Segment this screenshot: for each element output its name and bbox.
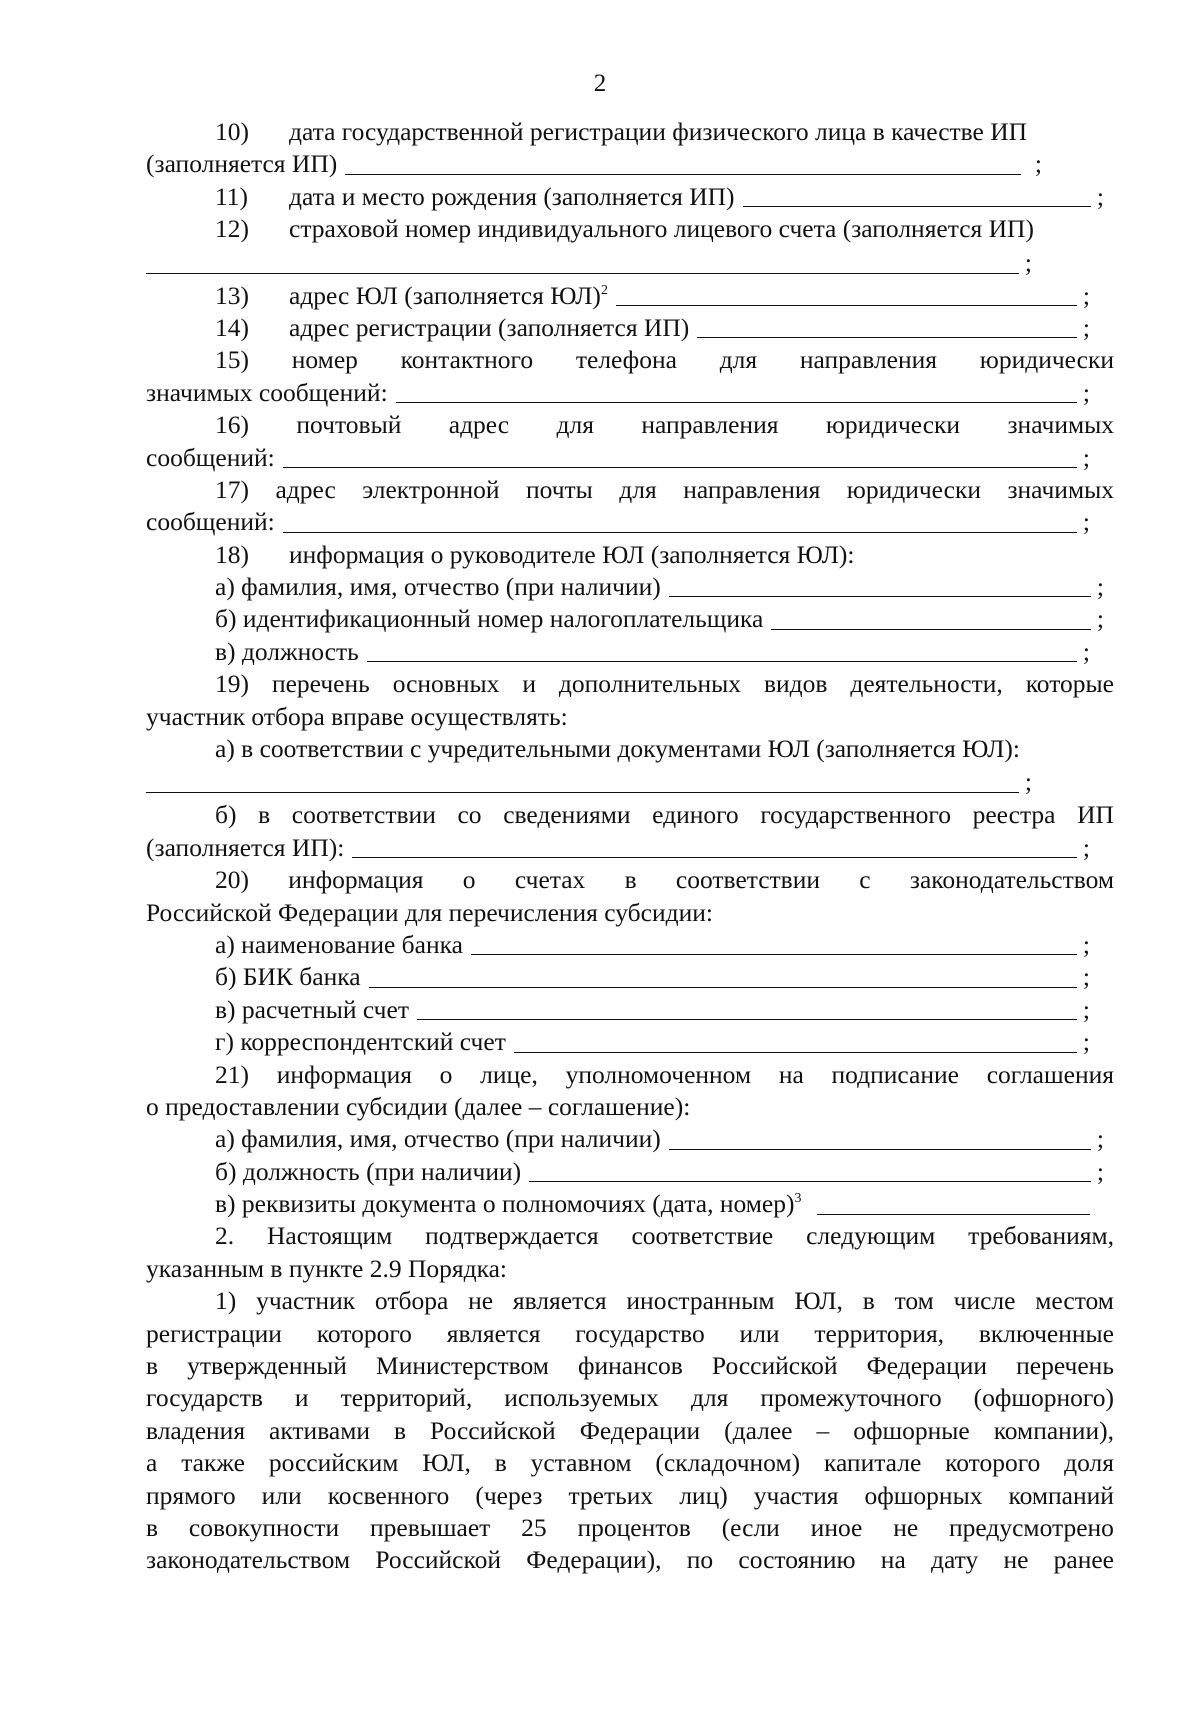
word: реестра — [972, 800, 1056, 830]
word: (если — [721, 1513, 780, 1542]
word: направления — [683, 474, 821, 504]
item-number: 12) — [215, 214, 249, 244]
item-20-cont — [146, 897, 1114, 929]
word: (офшорного) — [973, 1383, 1114, 1413]
word: местом — [1035, 1286, 1114, 1316]
item-number: 16) — [215, 410, 249, 440]
item-number: 17) — [215, 474, 249, 504]
word: офшорных — [864, 1480, 983, 1510]
word: иностранным — [626, 1286, 775, 1316]
fill-blank[interactable] — [369, 965, 1077, 988]
word: в — [494, 1448, 507, 1478]
word: юридически — [846, 474, 981, 504]
word: Российской — [711, 1351, 838, 1381]
requirement-1-line — [146, 1512, 1114, 1544]
word: дату — [931, 1545, 979, 1575]
word: компаний — [1008, 1480, 1114, 1510]
word: 25 — [521, 1513, 547, 1542]
semicolon: ; — [1024, 767, 1032, 797]
word: значимых — [1007, 474, 1114, 504]
item-text-cont: сообщений: — [146, 442, 275, 472]
sub-item-text: в) расчетный счет — [215, 994, 409, 1024]
word: уставном — [530, 1448, 632, 1478]
word: сведениями — [503, 800, 631, 830]
word: для — [556, 410, 594, 440]
word: лице, — [480, 1059, 538, 1089]
word: в — [146, 1513, 159, 1542]
word: ранее — [1053, 1545, 1114, 1575]
item-19b-field — [146, 832, 1114, 864]
requirement-1-line — [146, 1447, 1114, 1479]
word: государство — [575, 1318, 705, 1348]
word: доля — [1064, 1448, 1114, 1478]
word: контактного — [400, 345, 534, 375]
sub-item-text: а) фамилия, имя, отчество (при наличии) — [215, 1124, 661, 1154]
word: о — [462, 865, 476, 895]
fill-blank[interactable] — [771, 607, 1091, 630]
item-number: 11) — [215, 181, 249, 211]
word: также — [181, 1448, 245, 1478]
item-21a — [146, 1123, 1114, 1155]
word: не — [468, 1286, 494, 1316]
word: деятельности, — [850, 669, 1003, 699]
semicolon: ; — [1082, 442, 1090, 472]
item-13 — [146, 280, 1114, 312]
item-12-field — [146, 246, 1114, 280]
word: третьих — [568, 1480, 654, 1510]
word: законодательством — [146, 1545, 351, 1575]
word: информация — [276, 1059, 412, 1089]
word: используемых — [504, 1383, 659, 1413]
semicolon: ; — [1024, 247, 1032, 277]
word: – — [816, 1415, 830, 1445]
item-18 — [146, 539, 1114, 571]
word: для — [719, 345, 758, 375]
item-text: дата и место рождения (заполняется ИП) — [289, 181, 735, 211]
word: ЮЛ, — [422, 1448, 471, 1478]
item-17-field — [146, 506, 1114, 538]
item-text-cont: (заполняется ИП) — [146, 149, 338, 179]
word: которые — [1025, 669, 1114, 699]
semicolon: ; — [1096, 1124, 1104, 1154]
word: или — [261, 1480, 302, 1510]
word: адрес — [448, 410, 510, 440]
word: юридически — [825, 410, 961, 440]
fill-blank[interactable] — [669, 574, 1091, 597]
footnote-marker: 3 — [794, 1191, 802, 1207]
word: совокупности — [188, 1513, 340, 1542]
word: единого — [652, 800, 739, 830]
word: том — [894, 1286, 934, 1316]
word: Российской — [375, 1545, 501, 1575]
fill-blank[interactable] — [743, 184, 1091, 207]
requirement-1-paragraph — [146, 1285, 1114, 1577]
word: подтверждается — [425, 1221, 599, 1251]
word: со — [457, 800, 482, 830]
word: финансов — [577, 1351, 683, 1381]
item-text-cont: о предоставлении субсидии (далее – соглашение): — [146, 1091, 691, 1121]
word: является — [512, 1286, 607, 1316]
page-number: 2 — [593, 70, 607, 97]
word: (через — [475, 1480, 543, 1510]
item-text: информация о руководителе ЮЛ (заполняется ЮЛ): — [289, 539, 855, 569]
word: уполномоченном — [565, 1059, 752, 1089]
word: перечень — [271, 669, 370, 699]
word: информация — [288, 865, 424, 895]
word: капитале — [823, 1448, 922, 1478]
item-19a — [146, 733, 1114, 765]
item-21 — [146, 1059, 1114, 1091]
fill-blank[interactable] — [345, 152, 1021, 175]
item-21b — [146, 1156, 1114, 1188]
item-10-field — [146, 148, 1114, 180]
word: участник — [256, 1286, 356, 1316]
fill-blank[interactable] — [367, 639, 1077, 662]
sub-item-label: в) реквизиты документа о полномочиях (дата, номер) — [215, 1189, 795, 1219]
word: ИП — [1077, 800, 1114, 830]
word: номер — [291, 345, 358, 375]
word: отбора — [374, 1286, 449, 1316]
item-text: страховой номер индивидуального лицевого счета (заполняется ИП) — [289, 214, 1034, 244]
item-15 — [146, 344, 1114, 376]
item-number: 10) — [215, 116, 249, 146]
item-text-cont: (заполняется ИП): — [146, 832, 345, 862]
fill-blank[interactable] — [669, 1127, 1091, 1150]
word: юридически — [979, 345, 1114, 375]
requirement-1-line — [146, 1350, 1114, 1382]
item-text — [289, 280, 608, 312]
sub-item-text: а) наименование банка — [215, 929, 463, 959]
semicolon: ; — [1096, 1156, 1104, 1186]
word: которого — [945, 1448, 1041, 1478]
word: активами — [269, 1415, 371, 1445]
item-text: дата государственной регистрации физического лица в качестве ИП — [289, 116, 1028, 146]
semicolon: ; — [1082, 832, 1090, 862]
word: лиц) — [679, 1480, 728, 1510]
word: в — [862, 1286, 875, 1316]
item-10 — [146, 116, 1114, 148]
item-number: 21) — [215, 1059, 249, 1089]
requirement-1-line — [146, 1544, 1114, 1576]
word: включенные — [978, 1318, 1114, 1348]
word: промежуточного — [760, 1383, 942, 1413]
sub-item-text: а) фамилия, имя, отчество (при наличии) — [215, 572, 661, 602]
word: иное — [810, 1513, 863, 1542]
item-number: 13) — [215, 280, 249, 310]
word: территория, — [814, 1318, 945, 1348]
word: Министерством — [376, 1351, 549, 1381]
word: или — [739, 1318, 780, 1348]
semicolon: ; — [1096, 572, 1104, 602]
fill-blank[interactable] — [529, 1159, 1091, 1182]
word: о — [439, 1059, 453, 1089]
item-20a — [146, 929, 1114, 961]
sub-item-text: а) в соответствии с учредительными документами ЮЛ (заполняется ЮЛ): — [215, 734, 1020, 764]
fill-blank[interactable] — [514, 1030, 1077, 1053]
item-21c — [146, 1188, 1114, 1220]
word: требованиям, — [968, 1221, 1114, 1251]
word: Российской — [430, 1415, 556, 1445]
word: соответствии — [675, 865, 821, 895]
word: направления — [799, 345, 938, 375]
item-number: 14) — [215, 312, 249, 342]
word: счетах — [514, 865, 586, 895]
item-text-label: адрес ЮЛ (заполняется ЮЛ) — [289, 280, 601, 310]
document-body — [146, 116, 1114, 1577]
requirement-1-line — [146, 1318, 1114, 1350]
word: по — [686, 1545, 714, 1575]
fill-blank[interactable] — [396, 380, 1077, 403]
word: значимых — [1007, 410, 1114, 440]
word: в — [394, 1415, 407, 1445]
fill-blank[interactable] — [471, 932, 1077, 955]
word: и — [522, 669, 536, 699]
semicolon: ; — [1082, 312, 1090, 342]
fill-blank[interactable] — [697, 315, 1077, 338]
word: в — [624, 865, 637, 895]
requirement-1-line — [146, 1415, 1114, 1447]
word: предусмотрено — [949, 1513, 1114, 1542]
requirement-1-line — [146, 1480, 1114, 1512]
word: владения — [146, 1415, 246, 1445]
item-text-cont: участник отбора вправе осуществлять: — [146, 701, 568, 731]
word: российским — [268, 1448, 399, 1478]
word: не — [893, 1513, 919, 1542]
word: утвержденный — [187, 1351, 347, 1381]
semicolon: ; — [1096, 604, 1104, 634]
item-18c — [146, 636, 1114, 668]
word: 1) — [215, 1286, 237, 1316]
fill-blank[interactable] — [146, 770, 1019, 793]
word: (далее — [724, 1415, 793, 1445]
item-12 — [146, 213, 1114, 245]
section-2 — [146, 1221, 1114, 1253]
word: которого — [316, 1318, 412, 1348]
semicolon: ; — [1082, 962, 1090, 992]
item-number: 19) — [215, 669, 249, 699]
word: косвенного — [327, 1480, 450, 1510]
fill-blank[interactable] — [352, 835, 1077, 858]
word: адрес — [275, 474, 336, 504]
word: телефона — [575, 345, 677, 375]
section-text-cont: указанным в пункте 2.9 Порядка: — [146, 1253, 508, 1283]
word: на — [880, 1545, 906, 1575]
word: в — [258, 800, 271, 830]
semicolon: ; — [1096, 181, 1104, 211]
word: является — [446, 1318, 541, 1348]
word: для — [690, 1383, 729, 1413]
section-2-cont — [146, 1253, 1114, 1285]
item-18b — [146, 603, 1114, 635]
word: не — [1003, 1545, 1029, 1575]
word: основных — [392, 669, 500, 699]
fill-blank[interactable] — [616, 283, 1077, 306]
word: процентов — [577, 1513, 691, 1542]
sub-item-text: б) БИК банка — [215, 962, 361, 992]
word: направления — [641, 410, 779, 440]
item-text: адрес регистрации (заполняется ИП) — [289, 312, 690, 342]
item-14 — [146, 312, 1114, 344]
semicolon: ; — [1082, 377, 1090, 407]
word: государств — [146, 1383, 263, 1413]
item-19 — [146, 668, 1114, 700]
item-19a-field — [146, 765, 1114, 799]
word: 2. — [215, 1221, 235, 1251]
sub-item-text: в) должность — [215, 636, 359, 666]
word: Федерации), — [526, 1545, 662, 1575]
word: подписание — [831, 1059, 959, 1089]
word: и — [294, 1383, 309, 1413]
fill-blank[interactable] — [283, 510, 1077, 533]
item-number: 20) — [215, 865, 249, 895]
word: почты — [525, 474, 593, 504]
sub-item-text — [215, 1188, 801, 1220]
semicolon: ; — [1082, 636, 1090, 666]
word: числе — [953, 1286, 1016, 1316]
item-16-field — [146, 442, 1114, 474]
item-21-cont — [146, 1091, 1114, 1123]
fill-blank[interactable] — [283, 445, 1077, 468]
word: территорий, — [340, 1383, 473, 1413]
word: прямого — [146, 1480, 236, 1510]
word: б) — [215, 800, 237, 830]
word: следующим — [806, 1221, 936, 1251]
word: видов — [764, 669, 828, 699]
semicolon: ; — [1082, 507, 1090, 537]
item-15-field — [146, 377, 1114, 409]
item-20b — [146, 961, 1114, 993]
word: электронной — [362, 474, 500, 504]
item-text-cont: Российской Федерации для перечисления субсидии: — [146, 897, 713, 927]
word: на — [778, 1059, 804, 1089]
word: Федерации — [866, 1351, 988, 1381]
item-20 — [146, 864, 1114, 896]
requirement-1-line — [146, 1382, 1114, 1414]
requirement-1-line — [146, 1285, 1114, 1317]
item-16 — [146, 409, 1114, 441]
semicolon: ; — [1082, 994, 1090, 1024]
word: регистрации — [146, 1318, 282, 1348]
sub-item-text: б) должность (при наличии) — [215, 1156, 522, 1186]
word: превышает — [369, 1513, 491, 1542]
semicolon: ; — [1082, 929, 1090, 959]
word: офшорные — [853, 1415, 970, 1445]
word: соглашения — [986, 1059, 1114, 1089]
fill-blank[interactable] — [417, 997, 1077, 1020]
word: законодательством — [909, 865, 1114, 895]
word: в — [146, 1351, 159, 1381]
item-20d — [146, 1026, 1114, 1058]
sub-item-text: б) идентификационный номер налогоплательщика — [215, 604, 764, 634]
item-19-cont — [146, 701, 1114, 733]
word: соответствие — [631, 1221, 774, 1251]
word: компании), — [993, 1415, 1114, 1445]
fill-blank[interactable] — [146, 251, 1019, 274]
semicolon: ; — [1034, 149, 1042, 179]
item-17 — [146, 474, 1114, 506]
word: участия — [753, 1480, 839, 1510]
item-20c — [146, 994, 1114, 1026]
item-text-cont: значимых сообщений: — [146, 377, 388, 407]
item-19b — [146, 799, 1114, 831]
word: с — [859, 865, 871, 895]
sub-item-text: г) корреспондентский счет — [215, 1027, 506, 1057]
word: соответствии — [291, 800, 436, 830]
item-11 — [146, 181, 1114, 213]
word: перечень — [1016, 1351, 1114, 1381]
item-18a — [146, 571, 1114, 603]
item-text-cont: сообщений: — [146, 507, 275, 537]
semicolon: ; — [1082, 1027, 1090, 1057]
item-number: 15) — [215, 345, 249, 375]
word: для — [619, 474, 657, 504]
word: государственного — [760, 800, 951, 830]
word: дополнительных — [558, 669, 742, 699]
word: ЮЛ, — [794, 1286, 843, 1316]
word: состоянию — [738, 1545, 856, 1575]
semicolon: ; — [1082, 280, 1090, 310]
word: Настоящим — [266, 1221, 393, 1251]
word: почтовый — [296, 410, 402, 440]
footnote-marker: 2 — [600, 282, 608, 298]
item-number: 18) — [215, 539, 249, 569]
word: (складочном) — [655, 1448, 801, 1478]
word: Федерации — [579, 1415, 701, 1445]
word: а — [146, 1448, 158, 1478]
fill-blank[interactable] — [817, 1192, 1090, 1215]
